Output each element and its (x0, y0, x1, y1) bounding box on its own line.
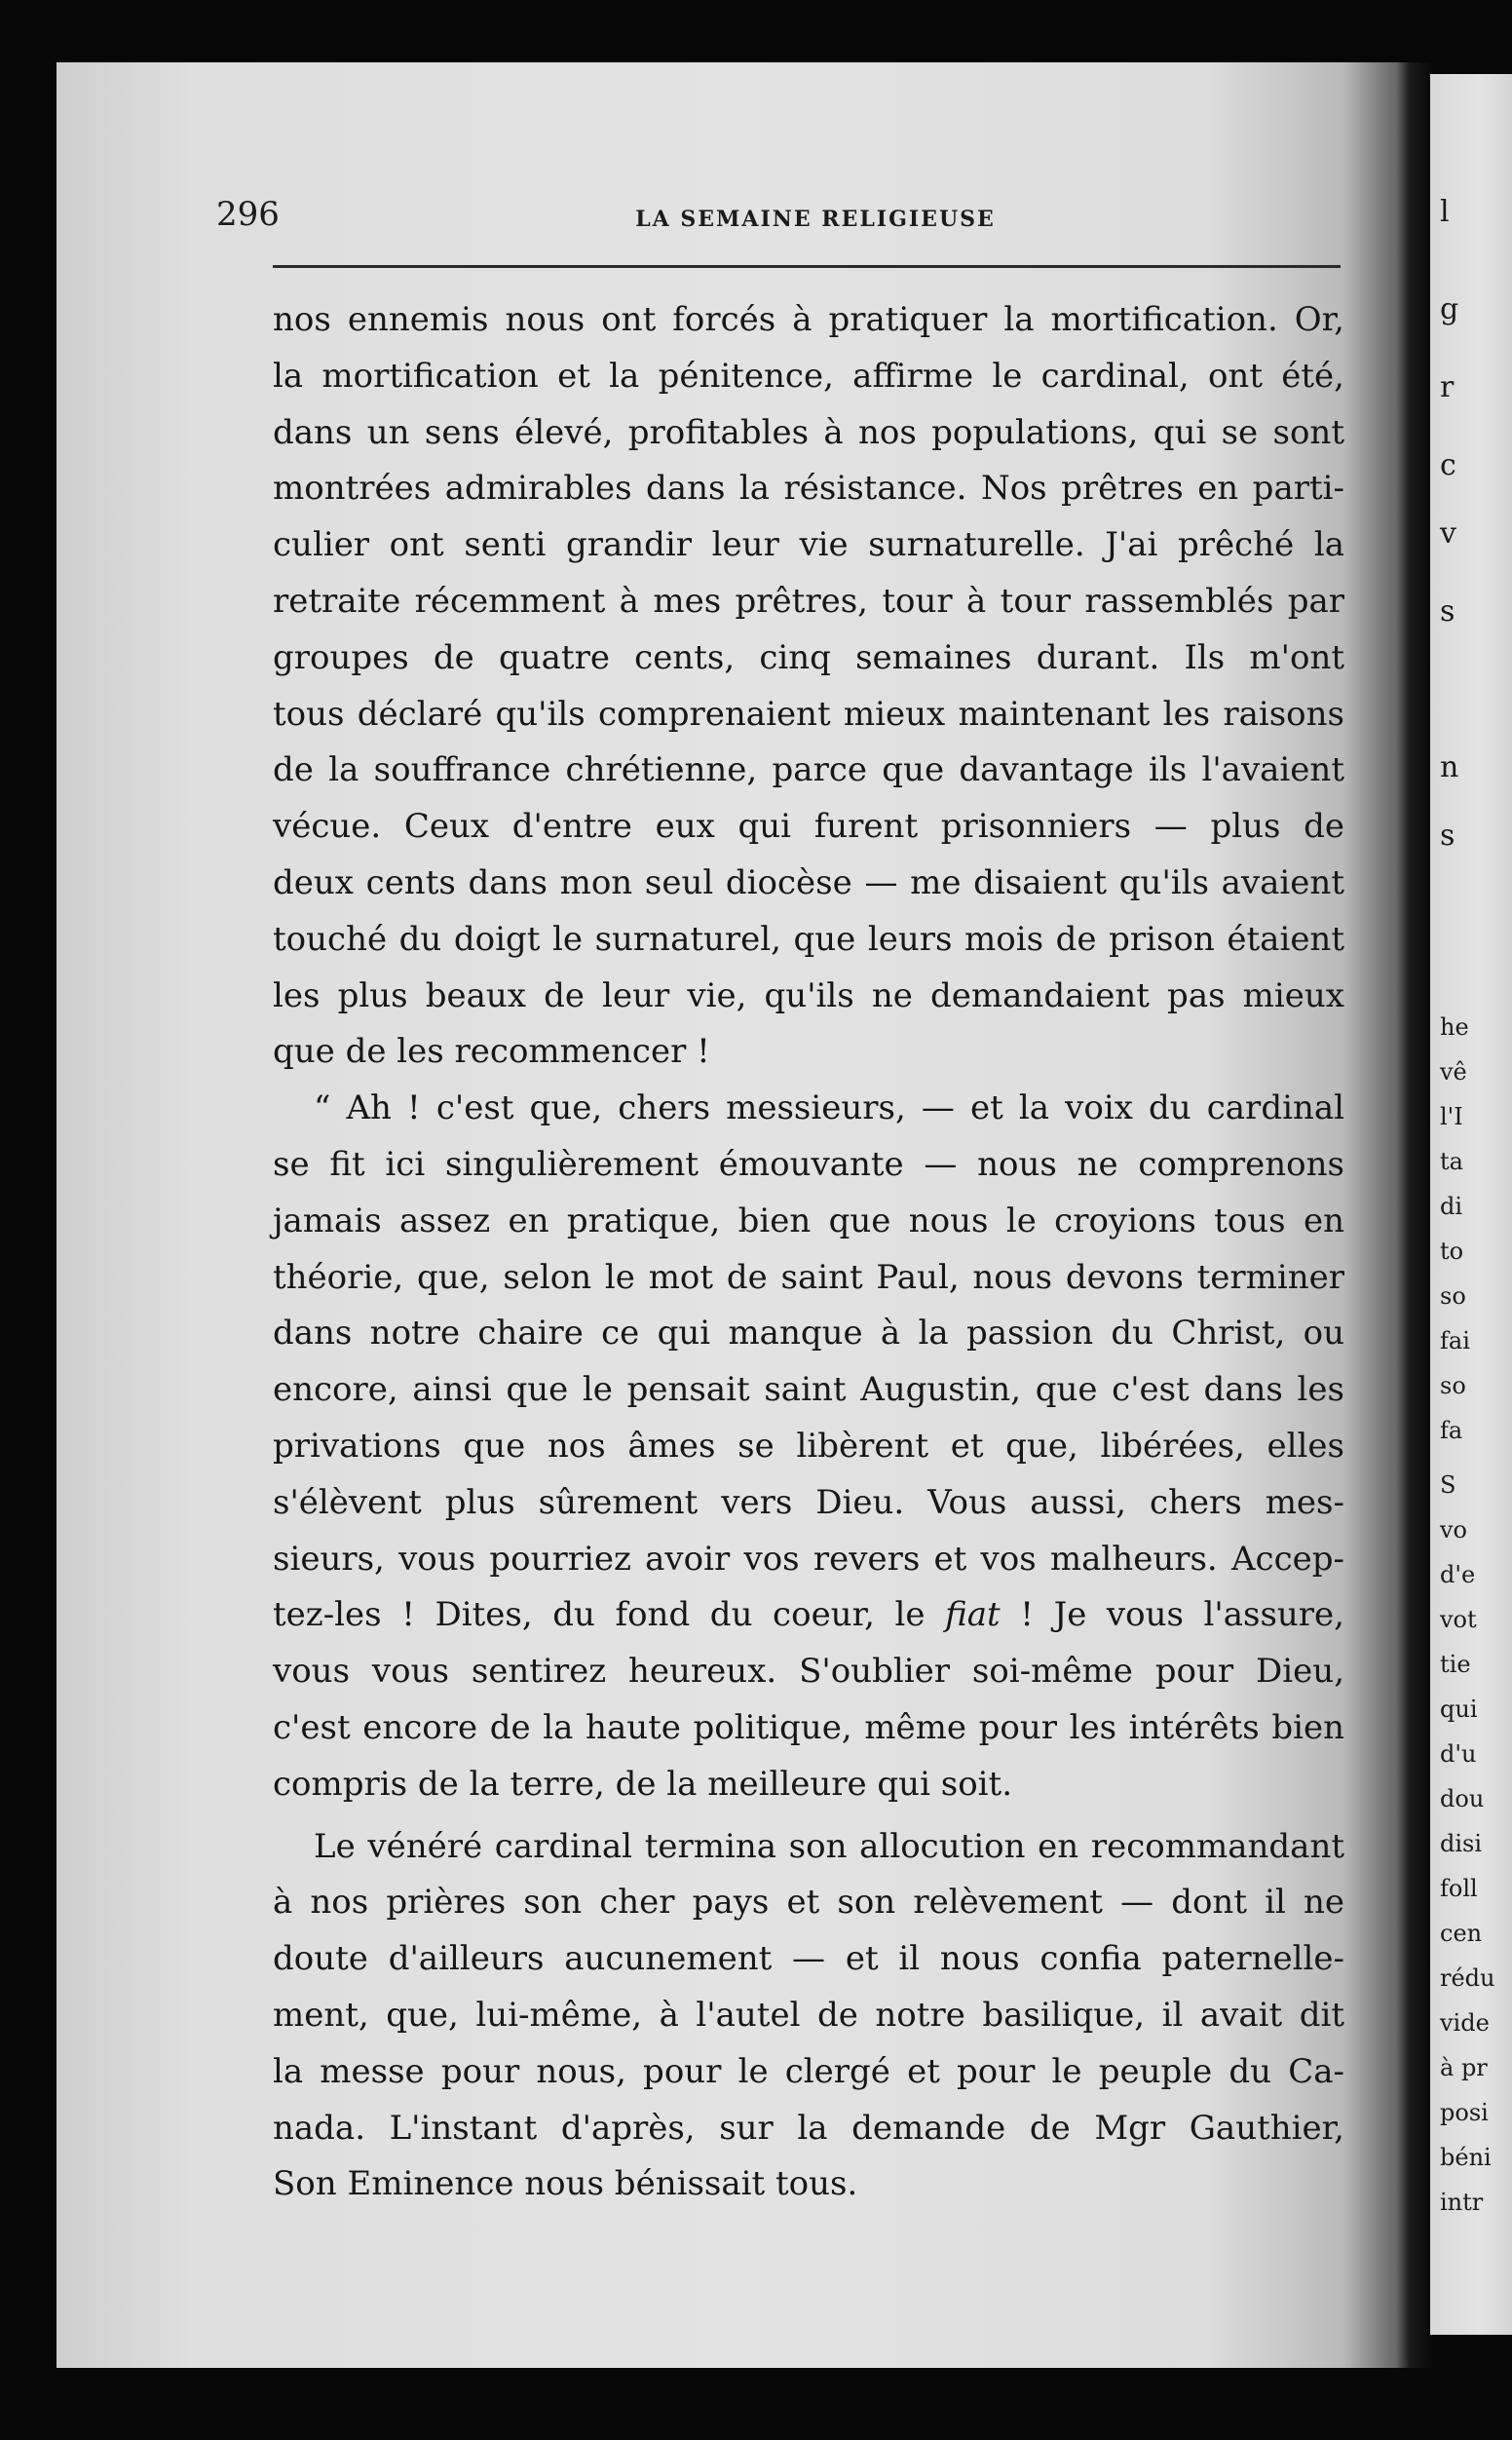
text-line: Son Eminence nous bénissait tous. (273, 2164, 858, 2204)
text-line: ment, que, lui-même, à l'autel de notre basilique, il avait dit (273, 1995, 1344, 2035)
text-line: se fit ici singulièrement émouvante — nous ne comprenons (273, 1144, 1344, 1184)
running-head: LA SEMAINE RELIGIEUSE (635, 207, 996, 232)
facing-page-fragment: foll (1440, 1875, 1478, 1902)
text-line: groupes de quatre cents, cinq semaines durant. Ils m'ont (273, 637, 1344, 677)
facing-page-fragment: so (1440, 1372, 1466, 1399)
facing-page-fragment: vot (1440, 1606, 1477, 1633)
text-line: nos ennemis nous ont forcés à pratiquer la mortification. Or, (273, 300, 1344, 339)
facing-page-fragment: S (1440, 1471, 1456, 1499)
text-line: touché du doigt le surnaturel, que leurs mois de prison étaient (273, 919, 1344, 959)
facing-page-fragment: di (1440, 1193, 1463, 1220)
header-rule (273, 265, 1341, 268)
facing-page-fragment: l'I (1440, 1103, 1463, 1130)
page-number: 296 (216, 195, 280, 234)
text-line: “ Ah ! c'est que, chers messieurs, — et la voix du cardinal (314, 1088, 1344, 1128)
text-line: vous vous sentirez heureux. S'oublier soi-même pour Dieu, (273, 1652, 1344, 1692)
text-line: compris de la terre, de la meilleure qui soit. (273, 1764, 1013, 1804)
text-line: les plus beaux de leur vie, qu'ils ne demandaient pas mieux (273, 975, 1344, 1015)
facing-page-fragment: à pr (1440, 2054, 1488, 2081)
text-line: retraite récemment à mes prêtres, tour à tour rassemblés par (273, 581, 1344, 621)
facing-page-fragment: dou (1440, 1785, 1485, 1812)
facing-page-fragment: posi (1440, 2099, 1489, 2126)
text-line: montrées admirables dans la résistance. Nos prêtres en parti- (273, 469, 1344, 509)
facing-page-fragment: he (1440, 1013, 1469, 1041)
text-line: nada. L'instant d'après, sur la demande de Mgr Gauthier, (273, 2108, 1344, 2148)
facing-page-fragment: vide (1440, 2009, 1490, 2037)
text-line: Le vénéré cardinal termina son allocution en recommandant (314, 1826, 1344, 1866)
facing-page-fragment: c (1440, 448, 1456, 482)
text-line: de la souffrance chrétienne, parce que davantage ils l'avaient (273, 750, 1344, 790)
facing-page-fragment: s (1440, 819, 1455, 853)
facing-page-fragment: s (1440, 594, 1455, 629)
text-line: à nos prières son cher pays et son relèvement — dont il ne (273, 1883, 1344, 1923)
text-line: vécue. Ceux d'entre eux qui furent prisonniers — plus de (273, 807, 1344, 847)
facing-page-fragment: ta (1440, 1148, 1463, 1175)
facing-page-fragment: so (1440, 1282, 1466, 1310)
text-line: tez-les ! Dites, du fond du coeur, le fiat ! Je vous l'assure, (273, 1595, 1344, 1635)
facing-page-fragment: to (1440, 1238, 1464, 1265)
text-line: que de les recommencer ! (273, 1032, 710, 1072)
facing-page-fragment: l (1440, 195, 1450, 229)
facing-page-fragment: qui (1440, 1696, 1478, 1723)
text-line: doute d'ailleurs aucunement — et il nous confia paternelle- (273, 1939, 1344, 1979)
text-line: sieurs, vous pourriez avoir vos revers et vos malheurs. Accep- (273, 1539, 1344, 1579)
facing-page-fragment: vo (1440, 1516, 1468, 1544)
text-line: la messe pour nous, pour le clergé et pour le peuple du Ca- (273, 2051, 1344, 2091)
facing-page-fragment: v (1440, 516, 1456, 551)
facing-page-fragment: béni (1440, 2144, 1492, 2171)
text-line: culier ont senti grandir leur vie surnaturelle. J'ai prêché la (273, 525, 1344, 565)
text-line: dans notre chaire ce qui manque à la passion du Christ, ou (273, 1314, 1344, 1353)
book-gutter (1395, 62, 1432, 2368)
italic-word: fiat (945, 1595, 1001, 1635)
text-line: c'est encore de la haute politique, même pour les intérêts bien (273, 1707, 1344, 1747)
text-line: tous déclaré qu'ils comprenaient mieux maintenant les raisons (273, 694, 1344, 734)
text-line: la mortification et la pénitence, affirme le cardinal, ont été, (273, 356, 1344, 396)
facing-page-fragment: fai (1440, 1327, 1470, 1354)
facing-page-fragment: d'e (1440, 1561, 1476, 1588)
facing-page-edge (1430, 74, 1512, 2335)
facing-page-fragment: tie (1440, 1651, 1471, 1678)
text-line: dans un sens élevé, profitables à nos populations, qui se sont (273, 412, 1344, 452)
facing-page-fragment: cen (1440, 1920, 1483, 1947)
facing-page-text (1440, 74, 1512, 2335)
facing-page-fragment: fa (1440, 1417, 1463, 1444)
text-line: encore, ainsi que le pensait saint Augustin, que c'est dans les (273, 1370, 1344, 1410)
text-line: théorie, que, selon le mot de saint Paul, nous devons terminer (273, 1257, 1344, 1297)
facing-page-fragment: disi (1440, 1830, 1483, 1857)
facing-page-fragment: n (1440, 750, 1459, 784)
page-header (216, 195, 1346, 246)
facing-page-fragment: intr (1440, 2189, 1484, 2216)
facing-page-fragment: vê (1440, 1058, 1467, 1086)
text-line: jamais assez en pratique, bien que nous le croyions tous en (273, 1201, 1344, 1240)
body-text (273, 292, 1344, 2213)
facing-page-fragment: rédu (1440, 1964, 1495, 1992)
text-line: deux cents dans mon seul diocèse — me disaient qu'ils avaient (273, 862, 1344, 902)
text-line: privations que nos âmes se libèrent et que, libérées, elles (273, 1426, 1344, 1466)
text-line: s'élèvent plus sûrement vers Dieu. Vous aussi, chers mes- (273, 1482, 1344, 1522)
facing-page-fragment: g (1440, 292, 1459, 326)
facing-page-fragment: d'u (1440, 1740, 1477, 1768)
facing-page-fragment: r (1440, 370, 1455, 404)
